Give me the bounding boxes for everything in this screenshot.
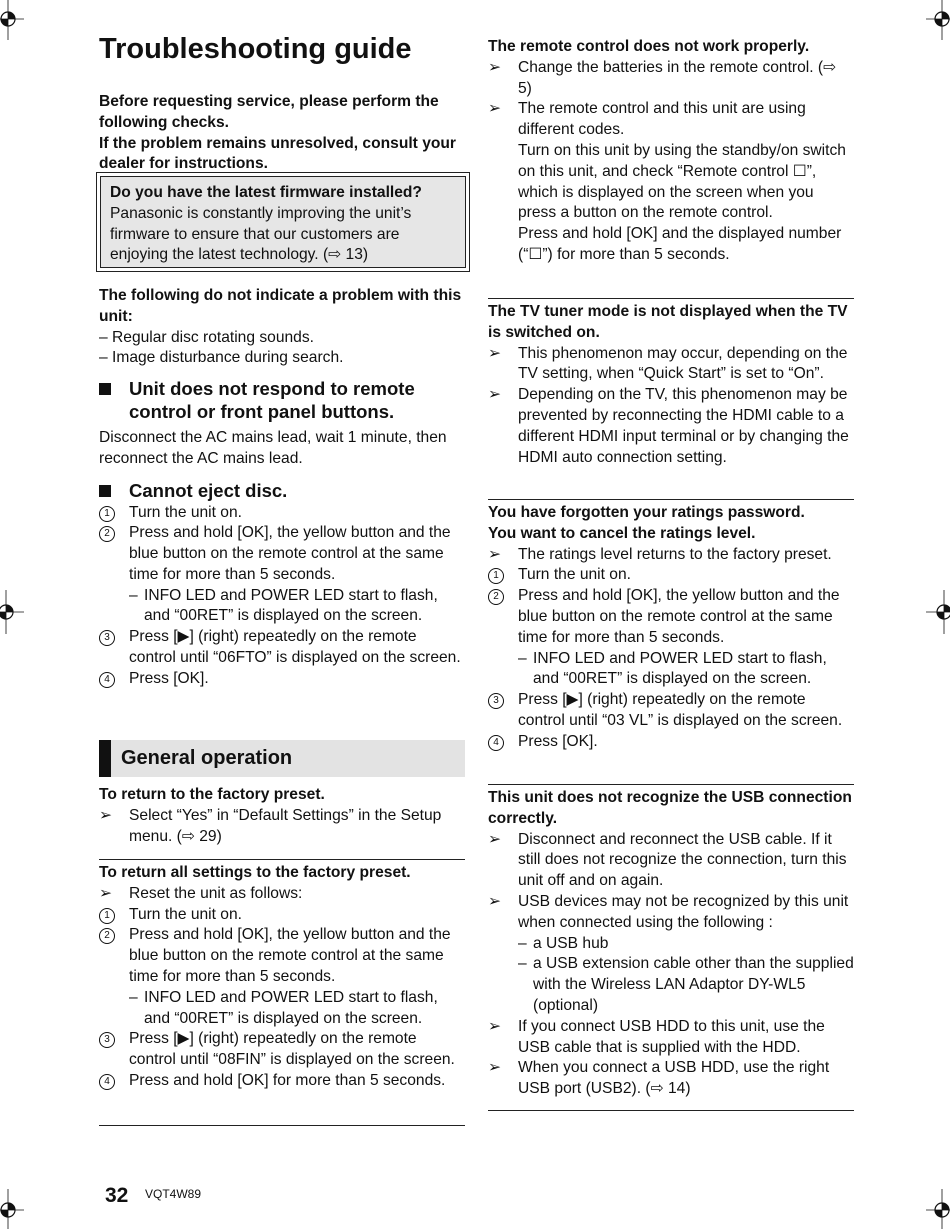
list-item: – INFO LED and POWER LED start to flash, and “00RET” is displayed on the screen. — [518, 649, 827, 688]
arrow-bullet-icon: ➢ — [99, 884, 113, 902]
page-number: 32 — [105, 1184, 129, 1207]
list-item: ➢ Reset the unit as follows: — [99, 884, 465, 905]
no-response-body: Disconnect the AC mains lead, wait 1 minute, then reconnect the AC mains lead. — [99, 429, 447, 467]
crop-mark-top-left — [0, 0, 24, 40]
list-item: 2 Press and hold [OK], the yellow button and the blue button on the remote control at the same time for more than 5 seconds. — [99, 925, 465, 987]
step-number: 4 — [488, 735, 504, 751]
intro-line: If the problem remains unresolved, consult your dealer for instructions. — [99, 134, 456, 173]
step-number: 1 — [488, 568, 504, 584]
step-number: 1 — [99, 506, 115, 522]
square-bullet-icon — [99, 485, 111, 497]
divider — [99, 859, 465, 860]
password-section — [488, 503, 854, 753]
model-code: VQT4W89 — [145, 1187, 202, 1201]
arrow-bullet-icon: ➢ — [488, 1059, 502, 1077]
list-item-continuation: Turn on this unit by using the standby/on switch on this unit, and check “Remote control ☐”, which is displayed on the screen when you press a button on the remote control. — [518, 141, 846, 222]
list-item: 2 Press and hold [OK], the yellow button and the blue button on the remote control at the same time for more than 5 seconds. — [488, 586, 854, 648]
intro-line: Before requesting service, please perform the following checks. — [99, 93, 439, 131]
page-title: Troubleshooting guide — [99, 33, 412, 65]
list-item: – INFO LED and POWER LED start to flash, and “00RET” is displayed on the screen. — [129, 586, 438, 625]
divider — [99, 1125, 465, 1126]
list-item: ➢ Disconnect and reconnect the USB cable. If it still does not recognize the connection, turn this unit off and on again. — [488, 830, 847, 890]
password-heading: You have forgotten your ratings password. — [488, 504, 805, 521]
not-problem-heading: The following do not indicate a problem with this unit: — [99, 287, 462, 325]
list-item: 1 Turn the unit on. — [99, 503, 465, 524]
section-header-general-operation — [99, 740, 465, 777]
list-item: 3 Press [▶] (right) repeatedly on the remote control until “03 VL” is displayed on the screen. — [488, 690, 854, 732]
list-item: ➢ Select “Yes” in “Default Settings” in the Setup menu. (⇨ 29) — [99, 806, 442, 845]
list-item: ➢ USB devices may not be recognized by this unit when connected using the following : — [488, 892, 849, 931]
cannot-eject-section — [99, 480, 465, 690]
not-problem-section — [99, 286, 465, 369]
cannot-eject-heading: Cannot eject disc. — [129, 480, 288, 501]
remote-section — [488, 37, 854, 266]
list-item: 4 Press and hold [OK] for more than 5 seconds. — [99, 1071, 465, 1092]
list-item: 2 Press and hold [OK], the yellow button and the blue button on the remote control at the same time for more than 5 seconds. — [99, 523, 465, 585]
divider — [488, 499, 854, 500]
list-item: 4 Press [OK]. — [488, 732, 854, 753]
usb-heading: This unit does not recognize the USB connection correctly. — [488, 789, 852, 827]
usb-section — [488, 788, 854, 1100]
list-item: – a USB extension cable other than the supplied with the Wireless LAN Adaptor DY-WL5 (optional) — [518, 955, 854, 1014]
no-response-heading: Unit does not respond to remote control or front panel buttons. — [129, 378, 415, 422]
arrow-bullet-icon: ➢ — [488, 344, 502, 362]
list-item: – a USB hub — [518, 934, 609, 952]
not-problem-item: – Image disturbance during search. — [99, 349, 344, 367]
arrow-bullet-icon: ➢ — [488, 100, 502, 118]
list-item: 3 Press [▶] (right) repeatedly on the remote control until “08FIN” is displayed on the screen. — [99, 1029, 465, 1071]
not-problem-item: – Regular disc rotating sounds. — [99, 328, 314, 346]
arrow-bullet-icon: ➢ — [99, 806, 113, 824]
tv-tuner-section — [488, 302, 854, 468]
tv-tuner-heading: The TV tuner mode is not displayed when the TV is switched on. — [488, 303, 848, 341]
step-number: 4 — [99, 1074, 115, 1090]
crop-mark-top-right — [926, 0, 950, 40]
step-number: 1 — [99, 908, 115, 924]
list-item: ➢ Depending on the TV, this phenomenon may be prevented by reconnecting the HDMI cable to a different HDMI input terminal or by changing the HDMI auto connection setting. — [488, 386, 849, 466]
step-number: 3 — [99, 630, 115, 646]
arrow-bullet-icon: ➢ — [488, 892, 502, 910]
list-item: 3 Press [▶] (right) repeatedly on the remote control until “06FTO” is displayed on the screen. — [99, 627, 465, 669]
factory-preset-section — [99, 785, 465, 847]
step-number: 2 — [99, 928, 115, 944]
no-response-section — [99, 378, 465, 470]
step-number: 4 — [99, 672, 115, 688]
all-settings-heading: To return all settings to the factory preset. — [99, 864, 411, 881]
firmware-notice-box — [96, 172, 470, 272]
intro-text — [99, 92, 469, 175]
password-heading: You want to cancel the ratings level. — [488, 524, 756, 542]
list-item: ➢ When you connect a USB HDD, use the right USB port (USB2). (⇨ 14) — [488, 1059, 830, 1098]
divider — [488, 784, 854, 785]
list-item: ➢ The remote control and this unit are using different codes. — [488, 100, 806, 139]
section-header-label: General operation — [121, 747, 293, 769]
crop-mark-bottom-right — [926, 1189, 950, 1229]
step-number: 2 — [488, 589, 504, 605]
arrow-bullet-icon: ➢ — [488, 545, 502, 563]
list-item: ➢ The ratings level returns to the factory preset. — [488, 545, 854, 566]
list-item: ➢ If you connect USB HDD to this unit, use the USB cable that is supplied with the HDD. — [488, 1017, 825, 1056]
arrow-bullet-icon: ➢ — [488, 830, 502, 848]
step-number: 3 — [99, 1032, 115, 1048]
arrow-bullet-icon: ➢ — [488, 1017, 502, 1035]
factory-preset-heading: To return to the factory preset. — [99, 786, 325, 803]
step-number: 2 — [99, 526, 115, 542]
crop-mark-mid-left — [0, 590, 24, 634]
remote-heading: The remote control does not work properly. — [488, 38, 810, 55]
divider — [488, 298, 854, 299]
crop-mark-mid-right — [926, 590, 950, 634]
crop-mark-bottom-left — [0, 1189, 24, 1229]
all-settings-section — [99, 863, 465, 1092]
list-item: – INFO LED and POWER LED start to flash, and “00RET” is displayed on the screen. — [129, 988, 438, 1027]
divider — [488, 1110, 854, 1111]
square-bullet-icon — [99, 383, 111, 395]
arrow-bullet-icon: ➢ — [488, 58, 502, 76]
arrow-bullet-icon: ➢ — [488, 386, 502, 404]
firmware-heading: Do you have the latest firmware installed? — [110, 184, 422, 201]
list-item: ➢ This phenomenon may occur, depending on the TV setting, when “Quick Start” is set to “On”. — [488, 344, 848, 383]
firmware-body: Panasonic is constantly improving the unit’s firmware to ensure that our customers are enjoying the latest technology. (⇨ 13) — [110, 204, 412, 264]
list-item-continuation: Press and hold [OK] and the displayed number (“☐”) for more than 5 seconds. — [518, 225, 842, 263]
list-item: 1 Turn the unit on. — [488, 565, 854, 586]
step-number: 3 — [488, 693, 504, 709]
list-item: 1 Turn the unit on. — [99, 905, 465, 926]
list-item: ➢ Change the batteries in the remote control. (⇨ 5) — [488, 58, 837, 97]
list-item: 4 Press [OK]. — [99, 669, 465, 690]
